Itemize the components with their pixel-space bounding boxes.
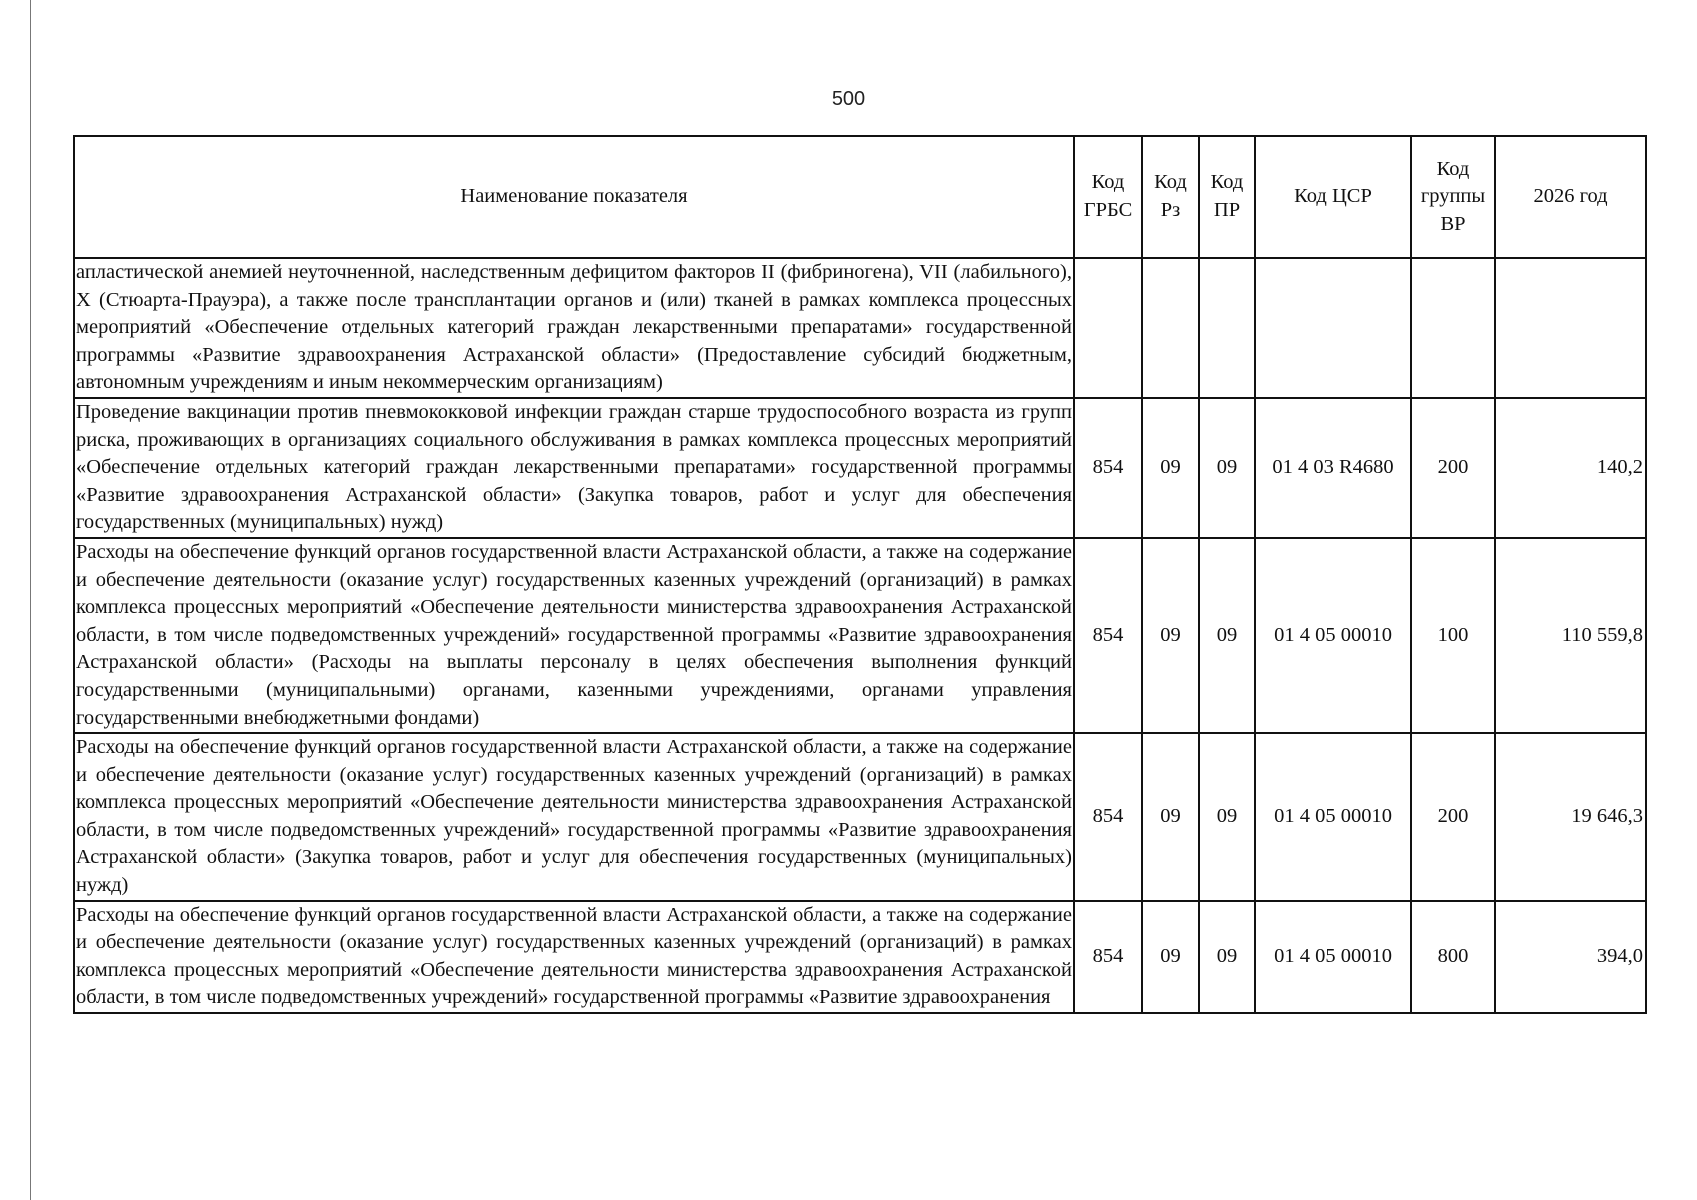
row-vr-cell: 200 bbox=[1411, 733, 1495, 901]
row-pr-cell bbox=[1199, 258, 1255, 398]
row-amount-cell: 110 559,8 bbox=[1495, 538, 1646, 733]
header-vr: Код группы ВР bbox=[1411, 136, 1495, 258]
row-vr-cell: 200 bbox=[1411, 398, 1495, 538]
row-grbs-cell: 854 bbox=[1074, 398, 1142, 538]
row-rz-cell bbox=[1142, 258, 1199, 398]
header-grbs: Код ГРБС bbox=[1074, 136, 1142, 258]
row-vr-cell: 100 bbox=[1411, 538, 1495, 733]
row-amount-cell bbox=[1495, 258, 1646, 398]
scan-edge-line bbox=[30, 0, 31, 1200]
row-name-cell: Расходы на обеспечение функций органов государственной власти Астраханской области, а также на содержание и обеспечение деятельности (оказание услуг) государственных казенных учреждений (организаций) в рамках комплекса процессных мероприятий «Обеспечение деятельности министерства здравоохранения Астраханской области, в том числе подведомственных учреждений» государственной программы «Развитие здравоохранения Астраханской области» (Закупка товаров, работ и услуг для обеспечения государственных (муниципальных) нужд) bbox=[74, 733, 1074, 901]
row-pr-cell: 09 bbox=[1199, 901, 1255, 1013]
header-name: Наименование показателя bbox=[74, 136, 1074, 258]
row-vr-cell: 800 bbox=[1411, 901, 1495, 1013]
row-name-cell: Расходы на обеспечение функций органов государственной власти Астраханской области, а также на содержание и обеспечение деятельности (оказание услуг) государственных казенных учреждений (организаций) в рамках комплекса процессных мероприятий «Обеспечение деятельности министерства здравоохранения Астраханской области, в том числе подведомственных учреждений» государственной программы «Развитие здравоохранения bbox=[74, 901, 1074, 1013]
row-pr-cell: 09 bbox=[1199, 398, 1255, 538]
row-rz-cell: 09 bbox=[1142, 733, 1199, 901]
page-number: 500 bbox=[831, 88, 866, 110]
budget-table bbox=[73, 135, 1647, 1014]
row-grbs-cell: 854 bbox=[1074, 538, 1142, 733]
table-header-row bbox=[74, 136, 1646, 258]
row-amount-cell: 140,2 bbox=[1495, 398, 1646, 538]
header-pr: Код ПР bbox=[1199, 136, 1255, 258]
row-csr-cell: 01 4 05 00010 bbox=[1255, 733, 1411, 901]
row-pr-cell: 09 bbox=[1199, 733, 1255, 901]
header-rz: Код Рз bbox=[1142, 136, 1199, 258]
row-amount-cell: 394,0 bbox=[1495, 901, 1646, 1013]
table-row bbox=[74, 538, 1646, 733]
header-csr: Код ЦСР bbox=[1255, 136, 1411, 258]
table-row bbox=[74, 733, 1646, 901]
header-year: 2026 год bbox=[1495, 136, 1646, 258]
row-grbs-cell: 854 bbox=[1074, 733, 1142, 901]
table-row bbox=[74, 901, 1646, 1013]
row-rz-cell: 09 bbox=[1142, 398, 1199, 538]
row-grbs-cell bbox=[1074, 258, 1142, 398]
row-amount-cell: 19 646,3 bbox=[1495, 733, 1646, 901]
row-grbs-cell: 854 bbox=[1074, 901, 1142, 1013]
row-pr-cell: 09 bbox=[1199, 538, 1255, 733]
row-name-cell: Расходы на обеспечение функций органов государственной власти Астраханской области, а также на содержание и обеспечение деятельности (оказание услуг) государственных казенных учреждений (организаций) в рамках комплекса процессных мероприятий «Обеспечение деятельности министерства здравоохранения Астраханской области, в том числе подведомственных учреждений» государственной программы «Развитие здравоохранения Астраханской области» (Расходы на выплаты персоналу в целях обеспечения выполнения функций государственными (муниципальными) органами, казенными учреждениями, органами управления государственными внебюджетными фондами) bbox=[74, 538, 1074, 733]
row-vr-cell bbox=[1411, 258, 1495, 398]
row-csr-cell: 01 4 05 00010 bbox=[1255, 538, 1411, 733]
table-row bbox=[74, 398, 1646, 538]
row-rz-cell: 09 bbox=[1142, 538, 1199, 733]
row-name-cell: апластической анемией неуточненной, наследственным дефицитом факторов II (фибриногена), VII (лабильного), X (Стюарта-Прауэра), а также после трансплантации органов и (или) тканей в рамках комплекса процессных мероприятий «Обеспечение отдельных категорий граждан лекарственными препаратами» государственной программы «Развитие здравоохранения Астраханской области» (Предоставление субсидий бюджетным, автономным учреждениям и иным некоммерческим организациям) bbox=[74, 258, 1074, 398]
row-csr-cell: 01 4 03 R4680 bbox=[1255, 398, 1411, 538]
row-name-cell: Проведение вакцинации против пневмококковой инфекции граждан старше трудоспособного возраста из групп риска, проживающих в организациях социального обслуживания в рамках комплекса процессных мероприятий «Обеспечение отдельных категорий граждан лекарственными препаратами» государственной программы «Развитие здравоохранения Астраханской области» (Закупка товаров, работ и услуг для обеспечения государственных (муниципальных) нужд) bbox=[74, 398, 1074, 538]
row-rz-cell: 09 bbox=[1142, 901, 1199, 1013]
table-row bbox=[74, 258, 1646, 398]
row-csr-cell bbox=[1255, 258, 1411, 398]
row-csr-cell: 01 4 05 00010 bbox=[1255, 901, 1411, 1013]
